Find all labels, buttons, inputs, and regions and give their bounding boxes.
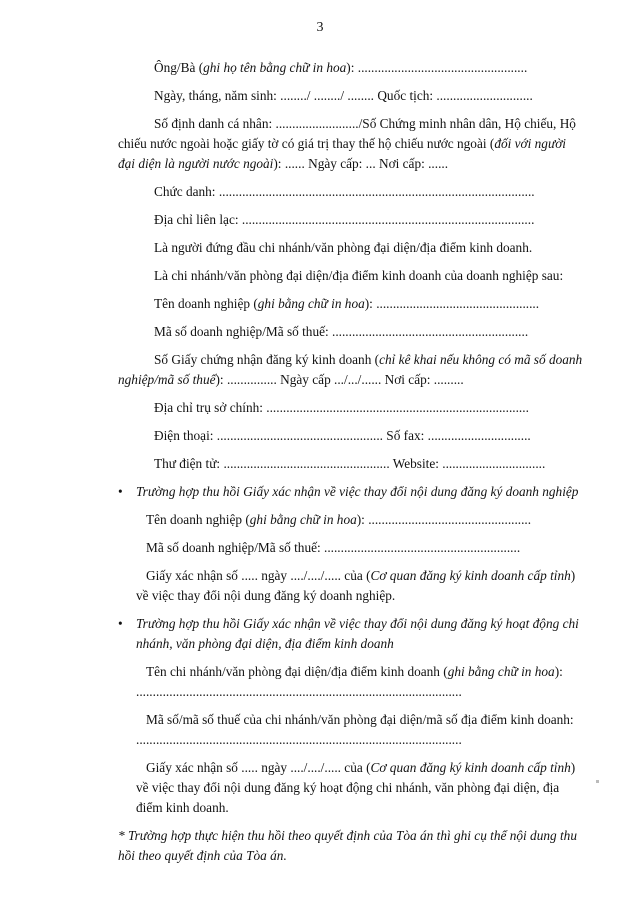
scan-speck [596, 780, 599, 783]
b1-field-ma-so: Mã số doanh nghiệp/Mã số thuế: ........................................................... [146, 540, 521, 555]
field-email-website: Thư điện tử: .................................................. Website: ............................... [154, 456, 546, 471]
b2-field-ma-so: Mã số/mã số thuế của chi nhánh/văn phòng đại diện/mã số địa điểm kinh doanh: .................................................................................................. [136, 712, 574, 747]
field-dien-thoai-fax: Điện thoại: .................................................. Số fax: ............................... [154, 428, 531, 443]
field-ngay-sinh: Ngày, tháng, năm sinh: ......../ ......../ ........ Quốc tịch: ............................. [154, 88, 533, 103]
field-so-dinh-danh: Số định danh cá nhân: ........................./Số Chứng minh nhân dân, Hộ chiếu, Hộ chiếu nước ngoài hoặc giấy tờ có giá trị thay thế hộ chiếu nước ngoài (đối với người đại diện là người nước ngoài): ...... Ngày cấp: ... Nơi cấp: ...... [118, 116, 576, 171]
field-dia-chi-lien-lac: Địa chỉ liên lạc: ........................................................................................ [154, 212, 535, 227]
field-ten-doanh-nghiep: Tên doanh nghiệp (ghi bằng chữ in hoa): ................................................. [154, 296, 540, 311]
footnote: * Trường hợp thực hiện thu hồi theo quyết định của Tòa án thì ghi cụ thể nội dung thu hồi theo quyết định của Tòa án. [118, 828, 577, 863]
field-ong-ba: Ông/Bà (ghi họ tên bằng chữ in hoa): ................................................... [154, 60, 528, 75]
bullet-doanh-nghiep: • Trường hợp thu hồi Giấy xác nhận về việc thay đổi nội dung đăng ký doanh nghiệp [118, 482, 586, 502]
statement-la-chi-nhanh: Là chi nhánh/văn phòng đại diện/địa điểm kinh doanh của doanh nghiệp sau: [154, 268, 564, 283]
bullet-chi-nhanh: • Trường hợp thu hồi Giấy xác nhận về việc thay đổi nội dung đăng ký hoạt động chi nhánh, văn phòng đại diện, địa điểm kinh doanh [118, 614, 586, 654]
statement-nguoi-dung-dau: Là người đứng đầu chi nhánh/văn phòng đại diện/địa điểm kinh doanh. [154, 240, 533, 255]
field-dia-chi-tru-so: Địa chỉ trụ sở chính: ............................................................................... [154, 400, 529, 415]
field-chuc-danh: Chức danh: ............................................................................................... [154, 184, 535, 199]
form-content [118, 58, 586, 874]
page-number: 3 [316, 20, 324, 35]
b1-field-ten-doanh-nghiep: Tên doanh nghiệp (ghi bằng chữ in hoa): ................................................. [146, 512, 532, 527]
field-so-giay-chung-nhan: Số Giấy chứng nhận đăng ký kinh doanh (chỉ kê khai nếu không có mã số doanh nghiệp/mã số thuế): ............... Ngày cấp .../.../...... Nơi cấp: ......... [118, 352, 583, 387]
b1-field-giay-xac-nhan: Giấy xác nhận số ..... ngày ..../..../..... của (Cơ quan đăng ký kinh doanh cấp tỉnh) về việc thay đổi nội dung đăng ký doanh nghiệp. [136, 568, 576, 603]
field-ma-so-doanh-nghiep: Mã số doanh nghiệp/Mã số thuế: ........................................................... [154, 324, 529, 339]
b2-field-giay-xac-nhan: Giấy xác nhận số ..... ngày ..../..../..... của (Cơ quan đăng ký kinh doanh cấp tỉnh) về việc thay đổi nội dung đăng ký hoạt động chi nhánh, văn phòng đại diện, địa điểm kinh doanh. [136, 760, 576, 815]
b2-field-ten-chi-nhanh: Tên chi nhánh/văn phòng đại diện/địa điểm kinh doanh (ghi bằng chữ in hoa): .................................................................................................. [136, 664, 563, 699]
